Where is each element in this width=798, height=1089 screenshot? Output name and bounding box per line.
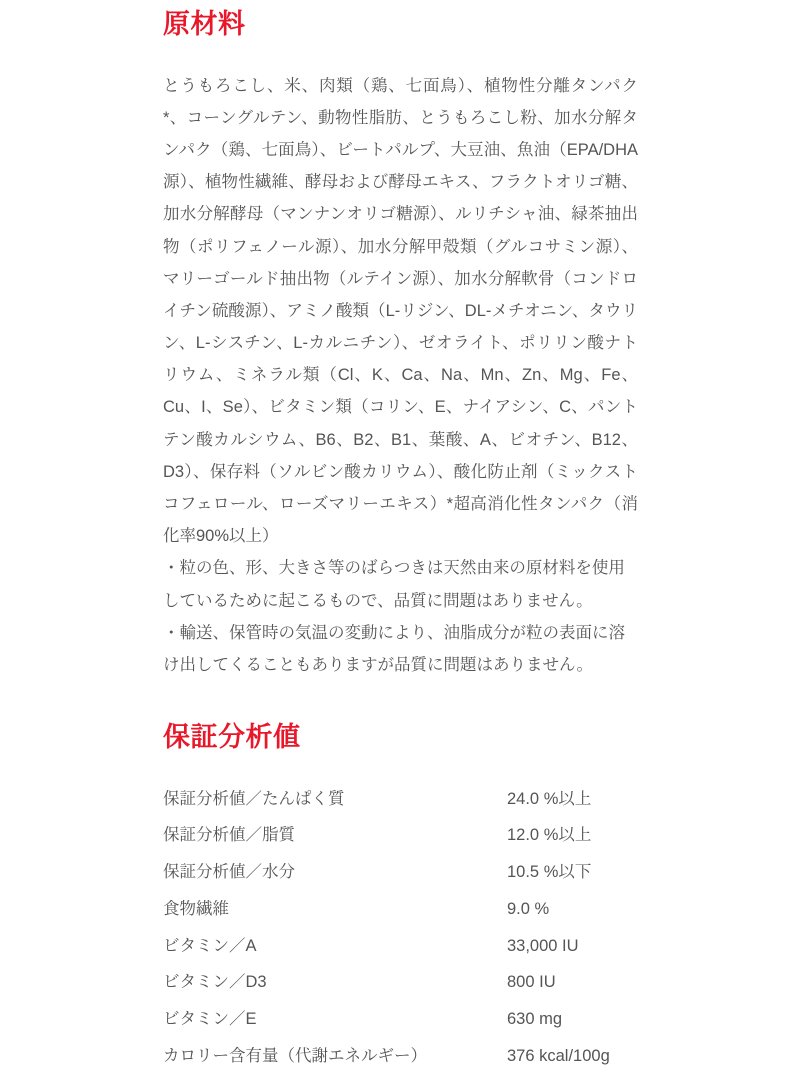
- analysis-label: カロリー含有量（代謝エネルギー）: [163, 1046, 427, 1065]
- table-row: [163, 964, 638, 1001]
- analysis-label: 保証分析値／脂質: [163, 826, 295, 845]
- analysis-value: 10.5 %以下: [507, 863, 592, 882]
- analysis-value: 12.0 %以上: [507, 826, 592, 845]
- analysis-label: ビタミン／E: [163, 1010, 257, 1029]
- analysis-value: 24.0 %以上: [507, 789, 592, 808]
- analysis-label: 保証分析値／水分: [163, 863, 295, 882]
- table-row: [163, 854, 638, 891]
- ingredients-note-appearance: ・粒の色、形、大きさ等のばらつきは天然由来の原材料を使用しているために起こるもので、品質に問題はありません。: [163, 559, 625, 610]
- page-bottom-spacer: [163, 1075, 638, 1089]
- ingredients-note-storage: ・輸送、保管時の気温の変動により、油脂成分が粒の表面に溶け出してくることもありますが品質に問題はありません。: [163, 623, 625, 674]
- table-row: [163, 781, 638, 818]
- guaranteed-analysis-table: [163, 781, 638, 1075]
- table-row: [163, 891, 638, 928]
- analysis-label: ビタミン／A: [163, 936, 257, 955]
- table-row: [163, 1001, 638, 1038]
- analysis-label: 食物繊維: [163, 899, 229, 918]
- analysis-value: 630 mg: [507, 1010, 563, 1029]
- ingredients-heading: 原材料: [163, 9, 246, 39]
- analysis-value: 9.0 %: [507, 899, 550, 918]
- analysis-value: 376 kcal/100g: [507, 1046, 610, 1065]
- table-row: [163, 928, 638, 965]
- table-row: [163, 1038, 638, 1075]
- ingredients-block: [163, 70, 638, 681]
- ingredients-body-text: とうもろこし、米、肉類（鶏、七面鳥）、植物性分離タンパク*、コーングルテン、動物性脂肪、とうもろこし粉、加水分解タンパク（鶏、七面鳥）、ビートパルプ、大豆油、魚油（EPA/DHA源）、植物性繊維、酵母および酵母エキス、フラクトオリゴ糖、加水分解酵母（マンナンオリゴ糖源）、ルリチシャ油、緑茶抽出物（ポリフェノール源）、加水分解甲殻類（グルコサミン源）、マリーゴールド抽出物（ルテイン源）、加水分解軟骨（コンドロイチン硫酸源）、アミノ酸類（L-リジン、DL-メチオニン、タウリン、L-シスチン、L-カルニチン）、ゼオライト、ポリリン酸ナトリウム、ミネラル類（Cl、K、Ca、Na、Mn、Zn、Mg、Fe、Cu、I、Se）、ビタミン類（コリン、E、ナイアシン、C、パントテン酸カルシウム、B6、B2、B1、葉酸、A、ビオチン、B12、D3）、保存料（ソルビン酸カリウム）、酸化防止剤（ミックストコフェロール、ローズマリーエキス）*超高消化性タンパク（消化率90%以上）: [163, 76, 638, 546]
- analysis-value: 800 IU: [507, 973, 556, 992]
- analysis-label: ビタミン／D3: [163, 973, 267, 992]
- analysis-label: 保証分析値／たんぱく質: [163, 789, 345, 808]
- analysis-value: 33,000 IU: [507, 936, 579, 955]
- table-row: [163, 817, 638, 854]
- guaranteed-analysis-heading: 保証分析値: [163, 722, 301, 753]
